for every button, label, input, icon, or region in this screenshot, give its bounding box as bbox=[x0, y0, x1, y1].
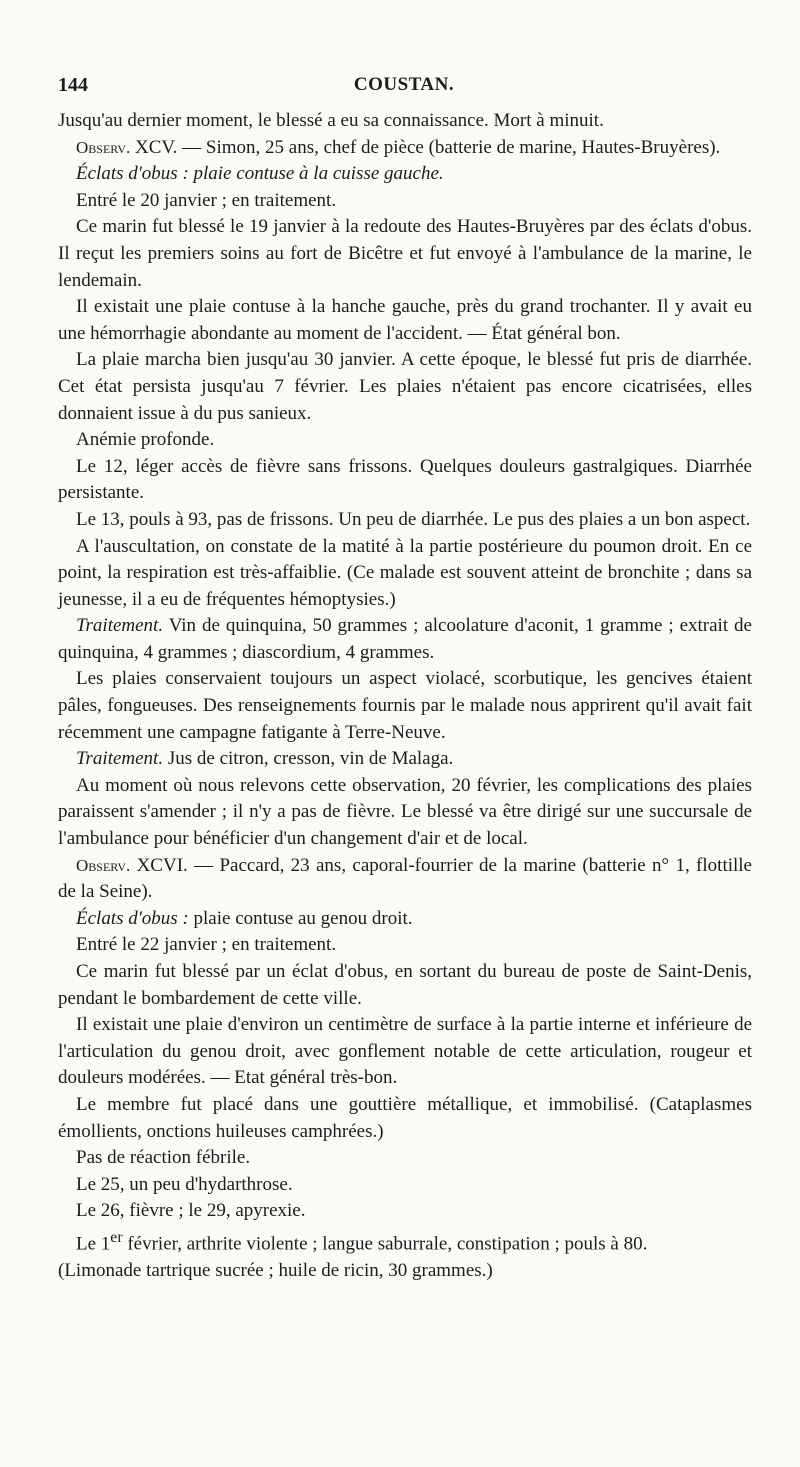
wound-label: Éclats d'obus : bbox=[76, 907, 189, 929]
body-text bbox=[58, 108, 752, 1284]
treatment-text: Vin de quinquina, 50 grammes ; alcoolature d'aconit, 1 gramme ; extrait de quinquina, 4 grammes ; diascordium, 4 grammes. bbox=[58, 615, 752, 663]
paragraph: Entré le 20 janvier ; en traitement. bbox=[76, 189, 337, 211]
paragraph: Le 13, pouls à 93, pas de frissons. Un peu de diarrhée. Le pus des plaies a un bon aspect. bbox=[76, 508, 751, 530]
paragraph: Il existait une plaie d'environ un centimètre de surface à la partie interne et inférieure de l'articulation du genou droit, avec gonflement notable de cette articulation, rougeur et douleurs modérées. — Etat général très-bon. bbox=[58, 1014, 752, 1089]
wound-label: Éclats d'obus : plaie contuse à la cuisse gauche. bbox=[76, 163, 444, 185]
paragraph: Ce marin fut blessé par un éclat d'obus, en sortant du bureau de poste de Saint-Denis, pendant le bombardement de cette ville. bbox=[58, 961, 752, 1009]
paragraph: Les plaies conservaient toujours un aspect violacé, scorbutique, les gencives étaient pâles, fongueuses. Des renseignements fournis par le malade nous apprirent qu'il avait fait récemment une campagne fatigante à Terre-Neuve. bbox=[58, 668, 752, 743]
treatment-paragraph bbox=[58, 613, 752, 666]
paragraph: Anémie profonde. bbox=[76, 429, 215, 451]
paragraph: La plaie marcha bien jusqu'au 30 janvier. A cette époque, le blessé fut pris de diarrhée. Cet état persista jusqu'au 7 février. Les plaies n'étaient pas encore cicatrisées, elles donnaient issue à du pus sanieux. bbox=[58, 349, 752, 424]
page-header bbox=[58, 74, 750, 98]
paragraph: Il existait une plaie contuse à la hanche gauche, près du grand trochanter. Il y avait eu une hémorrhagie abondante au moment de l'accident. — État général bon. bbox=[58, 296, 752, 344]
observation-heading-xcvi bbox=[58, 853, 752, 906]
wound-text: plaie contuse au genou droit. bbox=[188, 907, 413, 929]
treatment-label: Traitement. bbox=[76, 615, 164, 637]
treatment-paragraph bbox=[58, 746, 752, 773]
observation-label: Observ. bbox=[76, 137, 131, 157]
paragraph: (Limonade tartrique sucrée ; huile de ricin, 30 grammes.) bbox=[58, 1259, 493, 1281]
paragraph: Entré le 22 janvier ; en traitement. bbox=[76, 934, 337, 956]
wound-description bbox=[58, 161, 752, 188]
wound-description bbox=[58, 906, 752, 933]
paragraph: A l'auscultation, on constate de la matité à la partie postérieure du poumon droit. En ce point, la respiration est très-affaiblie. (Ce malade est souvent atteint de bronchite ; dans sa jeunesse, il a eu de fréquentes hémoptysies.) bbox=[58, 535, 752, 610]
paragraph: Jusqu'au dernier moment, le blessé a eu sa connaissance. Mort à minuit. bbox=[58, 110, 604, 131]
running-title: COUSTAN. bbox=[353, 74, 455, 95]
paragraph: Le 12, léger accès de fièvre sans frissons. Quelques douleurs gastralgiques. Diarrhée persistante. bbox=[58, 455, 752, 504]
paragraph: Pas de réaction fébrile. bbox=[76, 1147, 251, 1169]
date-text: février, arthrite violente ; langue saburrale, constipation ; pouls à 80. bbox=[122, 1233, 648, 1255]
paragraph: Le membre fut placé dans une gouttière métallique, et immobilisé. (Cataplasmes émollients, onctions huileuses camphrées.) bbox=[58, 1093, 752, 1142]
observation-text: XCVI. — Paccard, 23 ans, caporal-fourrier de la marine (batterie n° 1, flottille de la Seine). bbox=[58, 854, 752, 903]
treatment-text: Jus de citron, cresson, vin de Malaga. bbox=[163, 748, 454, 770]
page-number: 144 bbox=[58, 74, 88, 96]
date-superscript: er bbox=[110, 1228, 123, 1246]
paragraph bbox=[58, 1225, 752, 1258]
treatment-label: Traitement. bbox=[76, 748, 164, 770]
paragraph: Ce marin fut blessé le 19 janvier à la redoute des Hautes-Bruyères par des éclats d'obus. Il reçut les premiers soins au fort de Bicêtre et fut envoyé à l'ambulance de la marine, le lendemain. bbox=[58, 216, 752, 291]
date-prefix: Le 1 bbox=[76, 1233, 111, 1255]
observation-label: Observ. bbox=[76, 855, 131, 875]
observation-heading-xcv bbox=[58, 135, 752, 162]
paragraph: Au moment où nous relevons cette observation, 20 février, les complications des plaies paraissent s'amender ; il n'y a pas de fièvre. Le blessé va être dirigé sur une succursale de l'ambulance pour bénéficier d'un changement d'air et de local. bbox=[58, 774, 752, 850]
paragraph: Le 26, fièvre ; le 29, apyrexie. bbox=[76, 1200, 306, 1222]
paragraph: Le 25, un peu d'hydarthrose. bbox=[76, 1173, 293, 1195]
observation-text: XCV. — Simon, 25 ans, chef de pièce (batterie de marine, Hautes-Bruyères). bbox=[130, 136, 721, 158]
